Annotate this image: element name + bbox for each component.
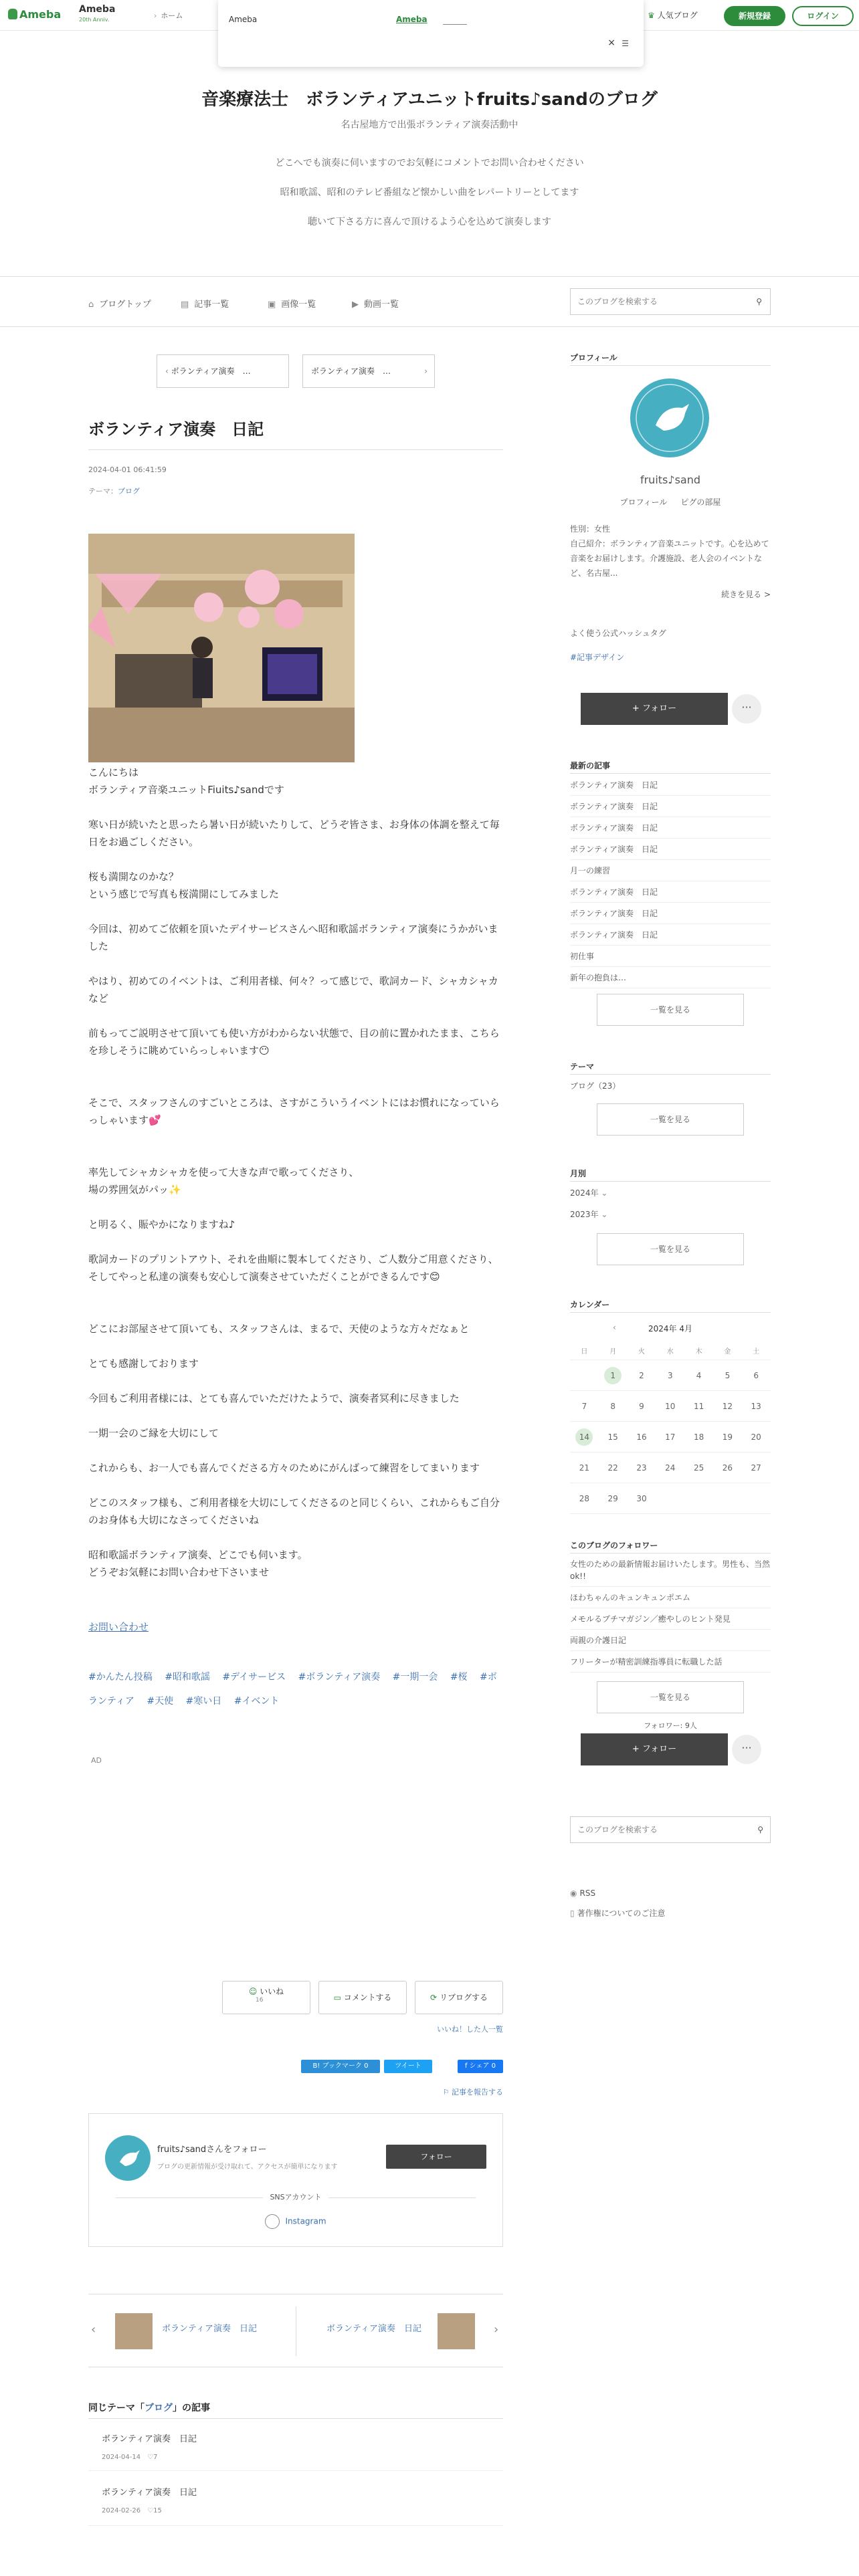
ameba-logo[interactable]: Ameba — [8, 8, 61, 21]
divider — [88, 2418, 503, 2419]
divider — [570, 1312, 771, 1313]
calendar-week: 28 29 30 — [570, 1483, 771, 1514]
calendar-week: 7 8 9 10 11 12 13 — [570, 1391, 771, 1422]
follow-box — [88, 2113, 503, 2247]
blog-subtitle: 名古屋地方で出張ボランティア演奏活動中 — [341, 120, 518, 130]
sidebar-search — [570, 1816, 771, 1843]
instagram-link[interactable]: Instagram — [89, 2214, 502, 2229]
like-button[interactable]: ☺ いいね — [222, 1981, 310, 2014]
chevron-left-icon[interactable]: ‹ — [91, 2323, 96, 2337]
hashtag-link[interactable]: #一期一会 — [392, 1672, 438, 1683]
recent-item[interactable]: ボランティア演奏 日記 — [570, 903, 771, 924]
ad-label: AD — [91, 1756, 102, 1765]
calendar-month: 2024年 4月 — [648, 1324, 692, 1333]
divider — [88, 2525, 503, 2526]
entry-theme: テーマ：ブログ — [88, 487, 140, 496]
month-see-all-button[interactable]: 一覧を見る — [597, 1233, 744, 1265]
profile-name[interactable]: fruits♪sand — [640, 473, 701, 486]
instagram-icon — [265, 2214, 280, 2229]
recent-see-all-button[interactable]: 一覧を見る — [597, 994, 744, 1026]
theme-item[interactable]: ブログ（23） — [570, 1081, 621, 1091]
reblog-button[interactable]: ⟳ リブログする — [415, 1981, 503, 2014]
profile-avatar[interactable] — [630, 379, 709, 457]
comment-icon: ▭ — [333, 1993, 341, 2002]
hashtag-link[interactable]: #イベント — [233, 1696, 280, 1707]
image-icon: ▣ — [268, 300, 276, 310]
anniversary-logo[interactable]: Ameba 20th Anniv. — [79, 4, 116, 23]
like-icon: ♡ — [147, 2507, 154, 2514]
report-link[interactable]: ⚐ 記事を報告する — [442, 2088, 503, 2097]
nav-image-list[interactable]: ▣ 画像一覧 — [268, 300, 316, 310]
recent-item[interactable]: ボランティア演奏 日記 — [570, 924, 771, 946]
recent-item[interactable]: 月一の練習 — [570, 860, 771, 881]
more-options-button[interactable]: ··· — [732, 1735, 761, 1764]
profile-heading: プロフィール — [570, 353, 617, 362]
entry-theme-link[interactable]: ブログ — [118, 487, 140, 496]
hatena-bookmark-button[interactable]: B! ブックマーク 0 — [301, 2060, 380, 2073]
hashtag-link[interactable]: #記事デザイン — [570, 653, 625, 662]
home-icon: ⌂ — [88, 300, 94, 310]
pigg-room-link[interactable]: ピグの部屋 — [680, 498, 721, 507]
chevron-right-icon[interactable]: › — [494, 2323, 499, 2337]
recent-heading: 最新の記事 — [570, 761, 611, 770]
prev-thumb[interactable] — [115, 2313, 153, 2349]
hashtag-link[interactable]: #ボランティア — [88, 1672, 497, 1707]
recent-item[interactable]: 新年の抱負は… — [570, 967, 771, 988]
reblog-icon: ⟳ — [430, 1993, 438, 2002]
recent-item[interactable]: ボランティア演奏 日記 — [570, 774, 771, 796]
menu-icon[interactable]: ☰ — [622, 39, 629, 48]
ameba-frog-icon — [8, 9, 17, 19]
chevron-right-icon: › — [424, 366, 427, 376]
search-icon[interactable]: ⚲ — [757, 1825, 763, 1834]
facebook-share-button[interactable]: f シェア 0 — [458, 2060, 503, 2073]
blog-nav — [0, 276, 859, 327]
popular-blog-link[interactable]: ♛ 人気ブログ — [648, 11, 698, 20]
recent-item[interactable]: ボランティア演奏 日記 — [570, 817, 771, 839]
bird-icon — [630, 379, 709, 457]
month-item[interactable]: 2024年 ⌄ — [570, 1188, 608, 1198]
chevron-left-icon[interactable]: ‹ — [613, 1323, 616, 1332]
divider — [570, 1074, 771, 1075]
like-icon: ♡ — [147, 2454, 154, 2461]
copyright-link[interactable]: ▯ 著作権についてのご注意 — [570, 1909, 666, 1918]
follower-item[interactable]: ほわちゃんのキュンキュンポエム — [570, 1587, 771, 1608]
calendar-grid — [570, 1341, 771, 1514]
calendar-week: 1 2 3 4 5 6 — [570, 1360, 771, 1391]
entry-body: こんにちは ボランティア音楽ユニットFiuits♪sandです 寒い日が続いたと思ったら暑い日が続いたりして、どうぞ皆さま、お身体の体調を整えて毎日をお過ごしください。 桜も満開なのかな？ という感じで写真も桜満開にしてみました 今回は、初めてご依頼を頂いたデイサービスさんへ昭和歌謡ボランティア演奏にうかがいました やはり、初めてのイベントは、ご利用者様、何々？って感じで、歌詞カード、シャカシャカなど 前もってご説明させて頂いても使い方がわからない状態で、目の前に置かれたまま、こちらを珍しそうに眺めていらっしゃいます😶 そこで、スタッフさんのすごいところは、さすがこういうイベントにはお慣れになっていらっしゃいます💕 率先してシャカシャカを使って大きな声で歌ってくださり、 場の雰囲気がパッ✨ と明るく、賑やかになりますね♪ 歌詞カードのプリントアウト、それを曲順に製本してくださり、ご人数分ご用意くださり、 そしてやっと私達の演奏も安心して演奏させていただくことができるんです😊 どこにお部屋させて頂いても、スタッフさんは、まるで、天使のような方々だなぁと とても感謝しております 今回もご利用者様には、とても喜んでいただけたようで、演奏者冥利に尽きました 一期一会のご縁を大切にして これからも、お一人でも喜んでくださる方々のためにがんばって練習をしてまいります どこのスタッフ様も、ご利用者様を大切にしてくださるのと同じくらい、これからもご自分のお身体も大切になさってくださいね 昭和歌謡ボランティア演奏、どこでも伺います。 どうぞお気軽にお問い合わせ下さいませ — [88, 766, 500, 1578]
sidebar-follow-button[interactable]: + フォロー — [581, 693, 728, 725]
calendar-nav — [570, 1320, 771, 1336]
profile-links — [570, 496, 771, 508]
follow-button[interactable]: フォロー — [386, 2145, 486, 2169]
header-search — [570, 288, 771, 315]
rss-link[interactable]: ◉ RSS — [570, 1889, 596, 1898]
popover-underline — [443, 24, 467, 25]
recent-list — [570, 774, 771, 988]
follower-item[interactable]: 女性のための最新情報お届けいたします。男性も、当然ok!! — [570, 1554, 771, 1587]
search-icon[interactable]: ⚲ — [756, 297, 762, 306]
document-icon: ▯ — [570, 1909, 575, 1918]
hashtag-link[interactable]: #桜 — [450, 1672, 468, 1683]
prev-next-nav — [88, 2294, 503, 2367]
hashtag-link[interactable]: #ボランティア演奏 — [298, 1672, 381, 1683]
same-theme-item[interactable]: ボランティア演奏 日記 2024-02-26 ♡15 — [102, 2488, 197, 2514]
follower-item[interactable]: メモルるプチマガジン／癒やしのヒント発見 — [570, 1608, 771, 1630]
blog-title[interactable]: 音楽療法士 ボランティアユニットfruits♪sandのブログ — [201, 90, 658, 110]
next-entry-link[interactable]: ボランティア演奏 日記 — [326, 2324, 421, 2334]
divider — [570, 1181, 771, 1182]
report-icon: ⚐ — [442, 2088, 452, 2097]
likers-link[interactable]: いいね！した人一覧 — [437, 2025, 503, 2034]
same-theme-link[interactable]: ブログ — [145, 2403, 173, 2413]
blog-description: どこへでも演奏に伺いますのでお気軽にコメントでお問い合わせください 昭和歌謡、昭和のテレビ番組など懐かしい曲をレパートリーとしてます 聴いて下さる方に喜んで頂けるよう心を込めて演奏します — [275, 158, 584, 227]
video-icon: ▶ — [352, 300, 359, 310]
chevron-down-icon: ⌄ — [598, 1188, 608, 1198]
theme-see-all-button[interactable]: 一覧を見る — [597, 1103, 744, 1136]
chevron-left-icon: ‹ — [165, 366, 171, 376]
recent-item[interactable]: ボランティア演奏 日記 — [570, 839, 771, 860]
register-button[interactable]: 新規登録 — [724, 6, 785, 26]
follower-item[interactable]: フリーターが精密訓練指導員に転職した話 — [570, 1651, 771, 1673]
follower-count: フォロワー: 9人 — [644, 1721, 697, 1730]
calendar-day-has-post[interactable]: 1 — [604, 1367, 622, 1384]
close-icon[interactable]: × — [607, 37, 615, 48]
month-item[interactable]: 2023年 ⌄ — [570, 1210, 608, 1219]
divider — [570, 773, 771, 774]
follow-box-title: fruits♪sandさんをフォロー — [157, 2145, 267, 2155]
calendar-weekdays: 日 月 火 水 木 金 土 — [570, 1341, 771, 1360]
recent-item[interactable]: ボランティア演奏 日記 — [570, 881, 771, 903]
next-article-button[interactable]: ボランティア演奏 … › — [302, 354, 435, 388]
bird-icon — [105, 2135, 151, 2181]
more-options-button[interactable]: ··· — [732, 694, 761, 724]
followers-heading: このブログのフォロワー — [570, 1541, 658, 1550]
rss-icon: ◉ — [570, 1889, 577, 1898]
popover-label: Ameba — [229, 15, 258, 24]
performance-photo — [88, 534, 355, 762]
profile-more-link[interactable]: 続きを見る > — [721, 590, 771, 599]
calendar-day-has-post[interactable]: 14 — [575, 1428, 593, 1446]
followers-see-all-button[interactable]: 一覧を見る — [597, 1681, 744, 1713]
sns-heading: SNSアカウント — [89, 2191, 502, 2202]
theme-list — [570, 1075, 771, 1097]
chevron-down-icon: ⌄ — [598, 1210, 608, 1219]
hashtag-link[interactable]: #寒い日 — [185, 1696, 222, 1707]
comment-button[interactable]: ▭ コメントする — [318, 1981, 407, 2014]
smile-icon: ☺ — [248, 1987, 258, 1996]
follower-item[interactable]: 両親の介護日記 — [570, 1630, 771, 1651]
calendar-week: 14 15 16 17 18 19 20 — [570, 1422, 771, 1453]
hashtag-list — [88, 1665, 503, 1713]
divider — [88, 2470, 503, 2471]
crown-icon: ♛ — [648, 11, 658, 20]
global-header — [0, 0, 859, 48]
same-theme-heading: 同じテーマ「ブログ」の記事 — [88, 2403, 210, 2413]
entry-photo[interactable] — [88, 534, 355, 762]
calendar-heading: カレンダー — [570, 1300, 610, 1309]
next-thumb[interactable] — [438, 2313, 475, 2349]
prev-article-button[interactable]: ‹ ボランティア演奏 … — [157, 354, 289, 388]
tweet-button[interactable]: ツイート — [384, 2060, 432, 2073]
nav-article-list[interactable]: ▤ 記事一覧 — [181, 300, 229, 310]
profile-link[interactable]: プロフィール — [619, 498, 668, 507]
header-search-input[interactable] — [571, 289, 738, 314]
same-theme-item[interactable]: ボランティア演奏 日記 2024-04-14 ♡7 — [102, 2434, 197, 2461]
breadcrumb-home[interactable]: › ホーム — [154, 11, 183, 20]
list-icon: ▤ — [181, 300, 189, 310]
hashtag-heading: よく使う公式ハッシュタグ — [570, 629, 666, 638]
sidebar-search-input[interactable] — [571, 1817, 738, 1842]
ameba-popover — [218, 0, 644, 67]
calendar-week: 21 22 23 24 25 26 27 — [570, 1453, 771, 1483]
nav-video-list[interactable]: ▶ 動画一覧 — [352, 300, 399, 310]
entry-date: 2024-04-01 06:41:59 — [88, 465, 167, 474]
hashtag-link[interactable]: #昭和歌謡 — [165, 1672, 210, 1683]
month-list — [570, 1182, 771, 1225]
followers-list — [570, 1554, 771, 1673]
blog-avatar[interactable] — [105, 2135, 151, 2181]
sidebar-follow-button-2[interactable]: + フォロー — [581, 1733, 728, 1765]
profile-intro: 性別：女性 自己紹介：ボランティア音楽ユニットです。心を込めて音楽をお届けします。介護施設、老人会のイベントなど、名古屋... — [570, 524, 769, 578]
follow-box-subtitle: ブログの更新情報が受け取れて、アクセスが簡単になります — [157, 2163, 338, 2171]
monthly-heading: 月別 — [570, 1169, 587, 1178]
entry-title: ボランティア演奏 日記 — [88, 420, 264, 439]
divider — [88, 449, 503, 450]
contact-link[interactable]: お問い合わせ — [88, 1621, 149, 1633]
popover-link[interactable]: Ameba — [396, 15, 427, 24]
recent-item[interactable]: ボランティア演奏 日記 — [570, 796, 771, 817]
hashtag-link[interactable]: #デイサービス — [222, 1672, 286, 1683]
divider — [570, 365, 771, 366]
recent-item[interactable]: 初仕事 — [570, 946, 771, 967]
prev-entry-link[interactable]: ボランティア演奏 日記 — [162, 2324, 257, 2334]
nav-blog-top[interactable]: ⌂ ブログトップ — [88, 300, 151, 310]
like-count: 16 — [256, 1997, 264, 2004]
login-button[interactable]: ログイン — [792, 6, 854, 26]
chevron-right-icon: › — [154, 11, 157, 20]
theme-heading: テーマ — [570, 1062, 595, 1071]
hashtag-link[interactable]: #かんたん投稿 — [88, 1672, 153, 1683]
hashtag-link[interactable]: #天使 — [147, 1696, 174, 1707]
